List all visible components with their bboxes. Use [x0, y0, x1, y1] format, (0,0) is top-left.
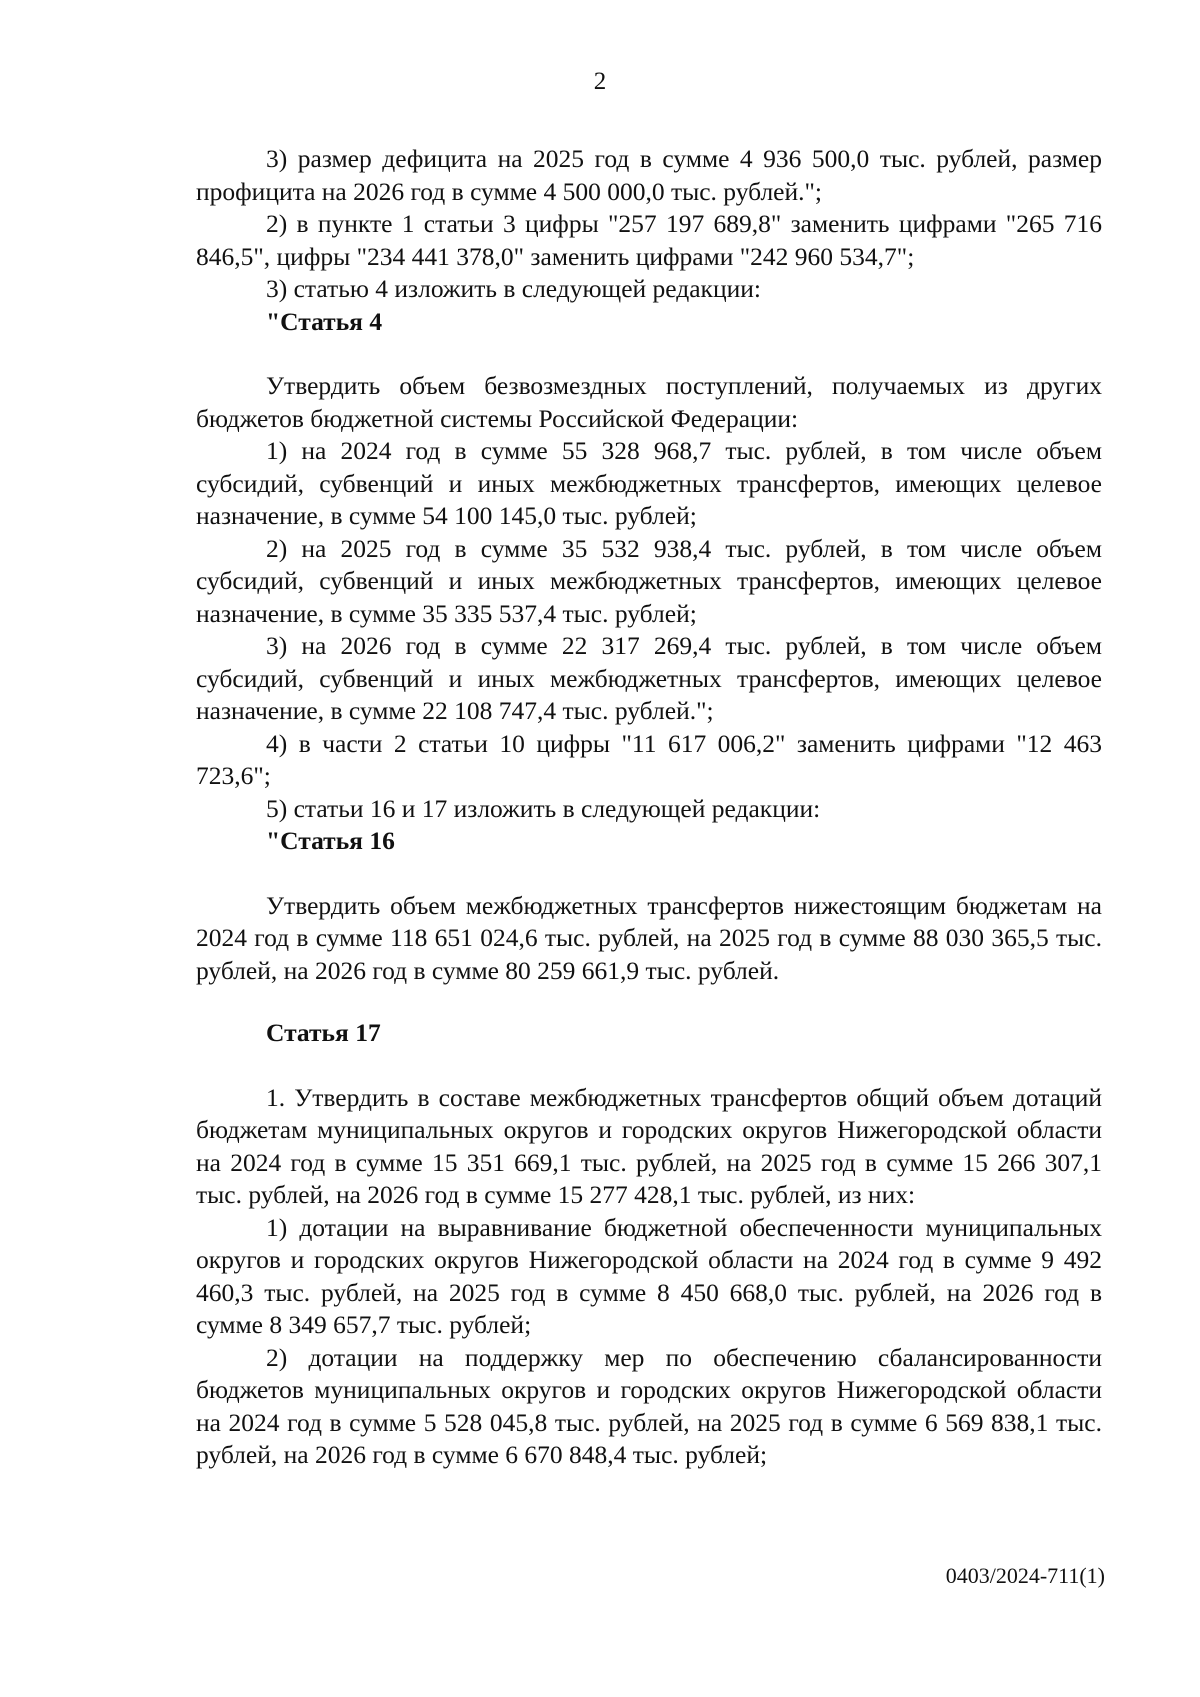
paragraph-deficit: 3) размер дефицита на 2025 год в сумме 4 936 500,0 тыс. рублей, размер профицита на 2026 год в сумме 4 500 000,0 тыс. рублей."; — [196, 144, 1102, 206]
document-body — [196, 143, 1102, 1472]
document-code: 0403/2024-711(1) — [945, 1563, 1105, 1588]
paragraph-article4-intro: 3) статью 4 изложить в следующей редакции: — [266, 274, 761, 303]
paragraph-article4-item2: 2) на 2025 год в сумме 35 532 938,4 тыс. рублей, в том числе объем субсидий, субвенций и иных межбюджетных трансфертов, имеющих целевое назначение, в сумме 35 335 537,4 тыс. рублей; — [196, 533, 1102, 628]
heading-article-4: "Статья 4 — [266, 306, 383, 336]
paragraph-article17-item1: 1) дотации на выравнивание бюджетной обеспеченности муниципальных округов и городских округов Нижегородской области на 2024 год в сумме 9 492 460,3 тыс. рублей, на 2025 год в сумме 8 450 668,0 тыс. рублей, на 2026 год в сумме 8 349 657,7 тыс. рублей; — [196, 1212, 1102, 1339]
paragraph-article16-body: Утвердить объем межбюджетных трансфертов нижестоящим бюджетам на 2024 год в сумме 118 651 024,6 тыс. рублей, на 2025 год в сумме 88 030 365,5 тыс. рублей, на 2026 год в сумме 80 259 661,9 тыс. рублей. — [196, 890, 1102, 985]
paragraph-article17-part1: 1. Утвердить в составе межбюджетных трансфертов общий объем дотаций бюджетам муниципальных округов и городских округов Нижегородской области на 2024 год в сумме 15 351 669,1 тыс. рублей, на 2025 год в сумме 15 266 307,1 тыс. рублей, на 2026 год в сумме 15 277 428,1 тыс. рублей, из них: — [196, 1082, 1102, 1209]
heading-article-17: Статья 17 — [266, 1018, 381, 1047]
paragraph-article17-item2: 2) дотации на поддержку мер по обеспечению сбалансированности бюджетов муниципальных округов и городских округов Нижегородской области на 2024 год в сумме 5 528 045,8 тыс. рублей, на 2025 год в сумме 6 569 838,1 тыс. рублей, на 2026 год в сумме 6 670 848,4 тыс. рублей; — [196, 1342, 1102, 1469]
page-number: 2 — [593, 68, 607, 95]
heading-article-16: "Статья 16 — [266, 826, 395, 855]
paragraph-article4-item3: 3) на 2026 год в сумме 22 317 269,4 тыс. рублей, в том числе объем субсидий, субвенций и иных межбюджетных трансфертов, имеющих целевое назначение, в сумме 22 108 747,4 тыс. рублей."; — [196, 631, 1102, 725]
paragraph-article3-amendment: 2) в пункте 1 статьи 3 цифры "257 197 689,8" заменить цифрами "265 716 846,5", цифры "234 441 378,0" заменить цифрами "242 960 534,7"; — [196, 209, 1102, 271]
paragraph-articles16-17-intro: 5) статьи 16 и 17 изложить в следующей редакции: — [266, 793, 821, 823]
paragraph-article4-item1: 1) на 2024 год в сумме 55 328 968,7 тыс. рублей, в том числе объем субсидий, субвенций и иных межбюджетных трансфертов, имеющих целевое назначение, в сумме 54 100 145,0 тыс. рублей; — [196, 436, 1102, 530]
paragraph-article10-amendment: 4) в части 2 статьи 10 цифры "11 617 006,2" заменить цифрами "12 463 723,6"; — [196, 728, 1102, 790]
paragraph-article4-body: Утвердить объем безвозмездных поступлений, получаемых из других бюджетов бюджетной системы Российской Федерации: — [196, 371, 1102, 433]
